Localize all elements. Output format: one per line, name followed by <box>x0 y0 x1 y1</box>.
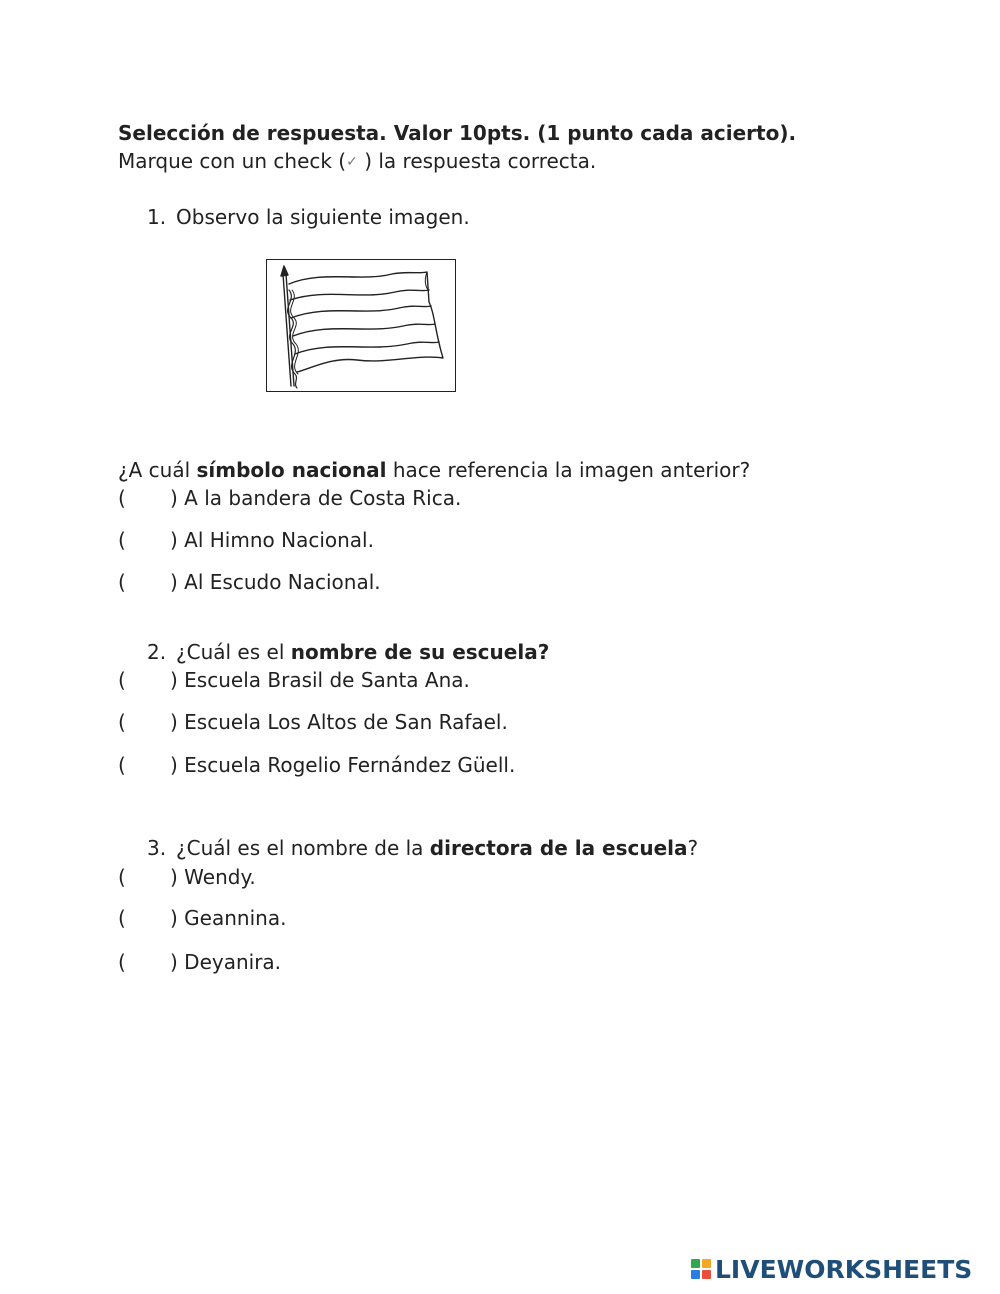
q3-question-before: ¿Cuál es el nombre de la <box>176 836 430 860</box>
answer-box[interactable]: ( <box>118 668 126 692</box>
option-label: Escuela Rogelio Fernández Güell. <box>184 753 516 777</box>
q3-question-after: ? <box>687 836 699 860</box>
logo-square <box>691 1270 700 1279</box>
q1-prompt-line <box>147 204 470 230</box>
option-label: Al Himno Nacional. <box>184 528 374 552</box>
flag-image <box>266 259 456 392</box>
flag-stripe <box>293 324 435 336</box>
q2-number: 2. <box>147 640 167 664</box>
answer-box-close: ) <box>170 865 178 889</box>
flag-outline <box>289 272 443 372</box>
check-icon: ✓ <box>346 154 358 170</box>
answer-box[interactable]: ( <box>118 486 126 510</box>
q1-option-2[interactable] <box>118 527 374 553</box>
answer-box-close: ) <box>170 528 178 552</box>
liveworksheets-logo <box>691 1254 972 1284</box>
q3-question <box>147 835 698 861</box>
answer-box[interactable]: ( <box>118 710 126 734</box>
q1-prompt: Observo la siguiente imagen. <box>176 205 470 229</box>
instruction-before: Marque con un check ( <box>118 149 347 173</box>
q3-option-3[interactable] <box>118 949 281 975</box>
q2-question <box>147 639 549 665</box>
q1-question-before: ¿A cuál <box>118 458 197 482</box>
flag-stripe <box>290 290 429 300</box>
answer-box-close: ) <box>170 668 178 692</box>
q1-option-3[interactable] <box>118 569 381 595</box>
q1-question-after: hace referencia la imagen anterior? <box>386 458 751 482</box>
q1-question <box>118 457 750 483</box>
q3-number: 3. <box>147 836 167 860</box>
answer-box[interactable]: ( <box>118 865 126 889</box>
logo-square <box>702 1270 711 1279</box>
option-label: Deyanira. <box>184 950 282 974</box>
answer-box[interactable]: ( <box>118 753 126 777</box>
answer-box[interactable]: ( <box>118 950 126 974</box>
option-label: A la bandera de Costa Rica. <box>184 486 462 510</box>
option-label: Wendy. <box>184 865 256 889</box>
answer-box-close: ) <box>170 570 178 594</box>
q1-number: 1. <box>147 205 167 229</box>
q2-option-1[interactable] <box>118 667 470 693</box>
option-label: Geannina. <box>184 906 287 930</box>
flag-pole-tip <box>281 266 288 276</box>
logo-square <box>702 1259 711 1268</box>
answer-box-close: ) <box>170 753 178 777</box>
q2-question-before: ¿Cuál es el <box>176 640 291 664</box>
option-label: Al Escudo Nacional. <box>184 570 381 594</box>
logo-square <box>691 1259 700 1268</box>
answer-box[interactable]: ( <box>118 906 126 930</box>
flag-icon <box>267 260 455 390</box>
option-label: Escuela Los Altos de San Rafael. <box>184 710 508 734</box>
answer-box-close: ) <box>170 906 178 930</box>
answer-box[interactable]: ( <box>118 528 126 552</box>
q2-option-2[interactable] <box>118 709 508 735</box>
flag-stripe <box>291 306 431 318</box>
logo-text: LIVEWORKSHEETS <box>715 1254 973 1284</box>
answer-box-close: ) <box>170 950 178 974</box>
answer-box-close: ) <box>170 486 178 510</box>
q1-option-1[interactable] <box>118 485 461 511</box>
q3-option-2[interactable] <box>118 905 286 931</box>
answer-box-close: ) <box>170 710 178 734</box>
q1-question-bold: símbolo nacional <box>196 458 387 482</box>
logo-mark-icon <box>691 1259 711 1279</box>
q3-question-bold: directora de la escuela <box>429 836 688 860</box>
q2-question-bold: nombre de su escuela? <box>290 640 550 664</box>
flag-stripe <box>295 342 439 354</box>
section-title: Selección de respuesta. Valor 10pts. (1 punto cada acierto). <box>118 121 797 145</box>
q2-option-3[interactable] <box>118 752 515 778</box>
instruction <box>118 148 596 175</box>
answer-box[interactable]: ( <box>118 570 126 594</box>
option-label: Escuela Brasil de Santa Ana. <box>184 668 470 692</box>
q3-option-1[interactable] <box>118 864 256 890</box>
instruction-after: ) la respuesta correcta. <box>357 149 597 173</box>
